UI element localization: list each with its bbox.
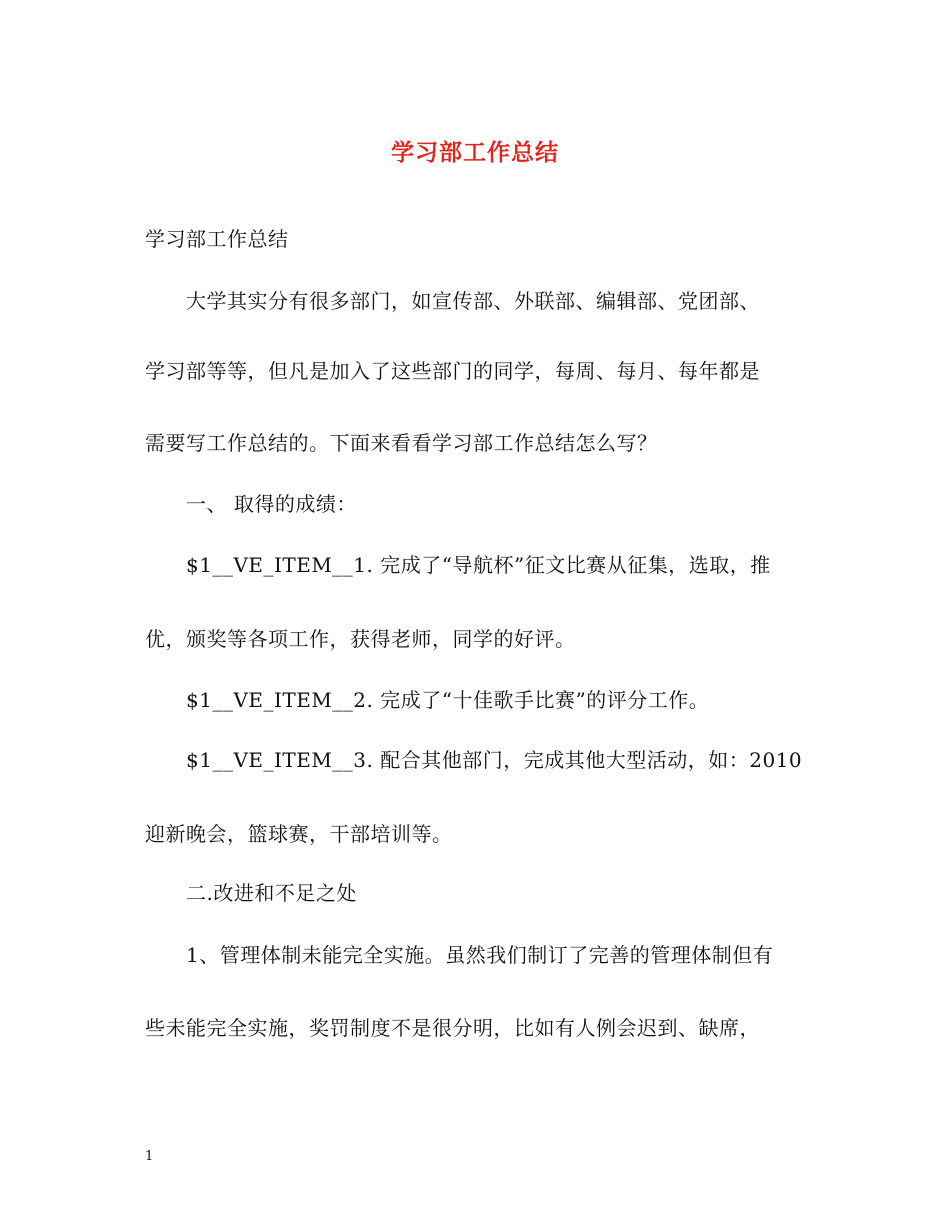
paragraph-line: 优，颁奖等各项工作，获得老师，同学的好评。 [145,627,576,651]
list-item: $1__VE_ITEM__2. 完成了“十佳歌手比赛”的评分工作。 [186,688,710,712]
section-heading: 二.改进和不足之处 [186,881,357,905]
page-number: 1 [145,1149,154,1164]
document-title: 学习部工作总结 [391,139,559,166]
paragraph-line: 学习部等等，但凡是加入了这些部门的同学，每周、每月、每年都是 [145,359,760,383]
list-item: $1__VE_ITEM__3. 配合其他部门，完成其他大型活动，如：2010 [186,748,803,772]
paragraph-line: 1、管理体制未能完全实施。虽然我们制订了完善的管理体制但有 [186,943,774,967]
paragraph-line: 需要写工作总结的。下面来看看学习部工作总结怎么写？ [145,431,658,455]
section-heading: 一、 取得的成绩： [186,492,357,516]
paragraph-line: 大学其实分有很多部门，如宣传部、外联部、编辑部、党团部、 [186,289,760,313]
paragraph-line: 些未能完全实施，奖罚制度不是很分明，比如有人例会迟到、缺席， [145,1016,760,1040]
paragraph-line: 迎新晚会，篮球赛，干部培训等。 [145,822,453,846]
list-item: $1__VE_ITEM__1. 完成了“导航杯”征文比赛从征集，选取，推 [186,553,771,577]
subtitle-line: 学习部工作总结 [145,227,289,251]
